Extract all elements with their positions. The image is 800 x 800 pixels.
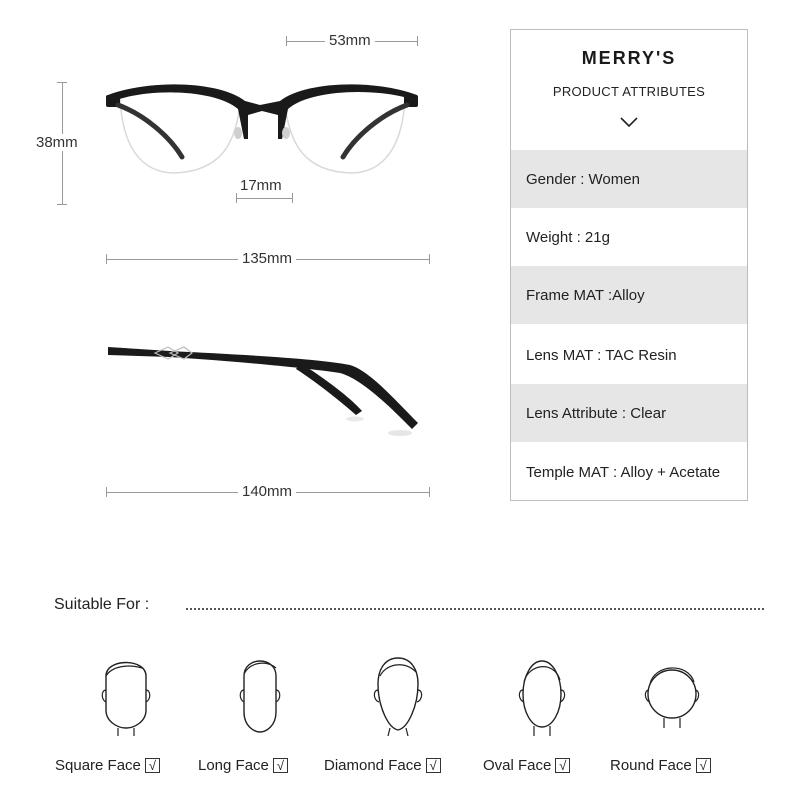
glasses-front-view (100, 75, 430, 185)
bridge-label: 17mm (236, 177, 286, 194)
lens-width-tick-left (286, 36, 287, 46)
diamond-face-label (324, 757, 441, 774)
oval-face-text: Oval Face (483, 757, 552, 774)
long-face-text: Long Face (198, 757, 269, 774)
square-face-label (55, 757, 160, 774)
glasses-side-view (100, 335, 430, 440)
bridge-tick-left (236, 193, 237, 203)
suitable-for-title: Suitable For : (54, 596, 150, 613)
diamond-face-icon (370, 654, 426, 736)
frame-width-tick-left (106, 254, 107, 264)
round-face-label (610, 757, 711, 774)
lens-height-label: 38mm (32, 134, 82, 151)
long-face-icon (232, 654, 288, 736)
chevron-down-icon (619, 116, 639, 128)
attribute-lens-material: Lens MAT : TAC Resin (526, 346, 677, 364)
lens-width-tick-right (417, 36, 418, 46)
checkbox-checked-icon: √ (555, 758, 570, 773)
round-face-text: Round Face (610, 757, 692, 774)
square-face-icon (98, 654, 154, 736)
attribute-lens-attribute: Lens Attribute : Clear (511, 384, 747, 442)
attribute-temple-material: Temple MAT : Alloy + Acetate (526, 463, 721, 481)
attribute-gender: Gender : Women (511, 150, 747, 208)
attribute-frame-material: Frame MAT :Alloy (511, 266, 747, 324)
dotted-divider (186, 608, 764, 610)
temple-length-tick-right (429, 487, 430, 497)
frame-width-tick-right (429, 254, 430, 264)
oval-face-label (483, 757, 570, 774)
lens-width-label: 53mm (325, 32, 375, 49)
checkbox-checked-icon: √ (273, 758, 288, 773)
temple-length-label: 140mm (238, 483, 296, 500)
brand-logo: MERRY'S (581, 48, 677, 68)
oval-face-icon (514, 654, 570, 736)
checkbox-checked-icon: √ (426, 758, 441, 773)
product-attributes-panel (510, 29, 748, 501)
long-face-label (198, 757, 288, 774)
bridge-line (236, 198, 293, 199)
bridge-tick-right (292, 193, 293, 203)
round-face-icon (644, 654, 700, 736)
product-attributes-title: PRODUCT ATTRIBUTES (552, 84, 706, 99)
checkbox-checked-icon: √ (696, 758, 711, 773)
square-face-text: Square Face (55, 757, 141, 774)
lens-height-tick-top (57, 82, 67, 83)
temple-length-tick-left (106, 487, 107, 497)
attribute-weight: Weight : 21g (526, 228, 610, 246)
checkbox-checked-icon: √ (145, 758, 160, 773)
lens-height-tick-bottom (57, 204, 67, 205)
diamond-face-text: Diamond Face (324, 757, 422, 774)
frame-width-label: 135mm (238, 250, 296, 267)
